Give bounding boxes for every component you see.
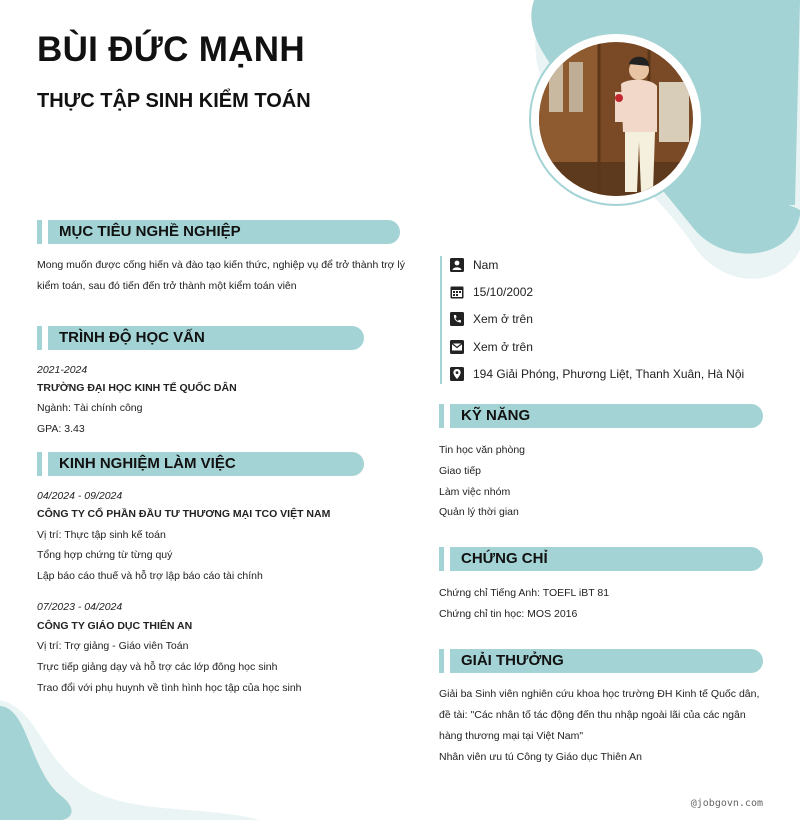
section-title: KINH NGHIỆM LÀM VIỆC (59, 455, 236, 472)
job-detail: Lập báo cáo thuế và hỗ trợ lập báo cáo tài chính (37, 570, 263, 582)
award-item: Nhân viên ưu tú Công ty Giáo dục Thiên An (439, 751, 642, 763)
profile-photo-image (539, 42, 693, 196)
section-bar-accent (37, 326, 42, 350)
calendar-icon (450, 285, 464, 299)
section-title: GIẢI THƯỞNG (461, 652, 564, 669)
job-detail: Trao đổi với phụ huynh về tình hình học tập của học sinh (37, 682, 302, 694)
phone-icon (450, 312, 464, 326)
job-period: 04/2024 - 09/2024 (37, 490, 123, 502)
section-bar-accent (37, 452, 42, 476)
section-bar-accent (439, 404, 444, 428)
education-gpa: GPA: 3.43 (37, 423, 85, 435)
skill-item: Giao tiếp (439, 465, 482, 477)
person-icon (450, 258, 464, 272)
education-period: 2021-2024 (37, 364, 88, 376)
experience-section-header (37, 452, 364, 476)
section-title: MỤC TIÊU NGHỀ NGHIỆP (59, 223, 241, 240)
skills-section-header (439, 404, 763, 428)
location-pin-icon (450, 367, 464, 381)
education-major: Ngành: Tài chính công (37, 402, 143, 414)
info-text: 15/10/2002 (473, 285, 534, 299)
job-company: CÔNG TY GIÁO DỤC THIÊN AN (37, 620, 193, 632)
certificates-section-header (439, 547, 763, 571)
job-period: 07/2023 - 04/2024 (37, 601, 123, 613)
certificate-item: Chứng chỉ Tiếng Anh: TOEFL iBT 81 (439, 587, 610, 599)
section-title: KỸ NĂNG (461, 407, 531, 424)
info-text: Xem ở trên (473, 312, 533, 326)
job-company: CÔNG TY CỔ PHẦN ĐẦU TƯ THƯƠNG MẠI TCO VIỆT NAM (37, 508, 331, 520)
section-bar-accent (439, 649, 444, 673)
info-text: Xem ở trên (473, 340, 533, 354)
job-detail: Vị trí: Thực tập sinh kế toán (37, 529, 166, 541)
watermark-text: @jobgovn.com (690, 798, 763, 809)
info-text: Nam (473, 258, 499, 272)
education-school: TRƯỜNG ĐẠI HỌC KINH TẾ QUỐC DÂN (37, 382, 237, 394)
education-section-header (37, 326, 364, 350)
skill-item: Quản lý thời gian (439, 506, 519, 518)
mail-icon (450, 340, 464, 354)
awards-section-header (439, 649, 763, 673)
certificate-item: Chứng chỉ tin học: MOS 2016 (439, 608, 578, 620)
section-bar-accent (37, 220, 42, 244)
job-detail: Vị trí: Trợ giảng - Giáo viên Toán (37, 640, 189, 652)
profile-photo (531, 34, 701, 204)
section-title: CHỨNG CHỈ (461, 550, 548, 567)
objective-text: Mong muốn được cống hiến và đào tạo kiến thức, nghiệp vụ để trở thành trợ lý kiểm toán, sau đó tiến đến trở thành một kiểm toán viên (37, 259, 406, 292)
candidate-name: BÙI ĐỨC MẠNH (37, 30, 305, 69)
skill-item: Tin học văn phòng (439, 444, 526, 456)
info-text: 194 Giải Phóng, Phương Liệt, Thanh Xuân, Hà Nội (473, 367, 745, 381)
info-divider-line (440, 256, 442, 384)
objective-section-header (37, 220, 400, 244)
section-bar-accent (439, 547, 444, 571)
candidate-role: THỰC TẬP SINH KIỂM TOÁN (37, 90, 311, 112)
job-detail: Trực tiếp giảng dạy và hỗ trợ các lớp đông học sinh (37, 661, 278, 673)
bottom-left-blob-decoration (0, 700, 260, 820)
skill-item: Làm việc nhóm (439, 486, 511, 498)
award-item: Giải ba Sinh viên nghiên cứu khoa học trường ĐH Kinh tế Quốc dân, đề tài: "Các nhân tố tác động đến thu nhập ngoài lãi của các ngân hàng thương mại tại Việt Nam" (439, 688, 760, 742)
job-detail: Tổng hợp chứng từ từng quý (37, 549, 173, 561)
section-title: TRÌNH ĐỘ HỌC VẤN (59, 329, 205, 346)
